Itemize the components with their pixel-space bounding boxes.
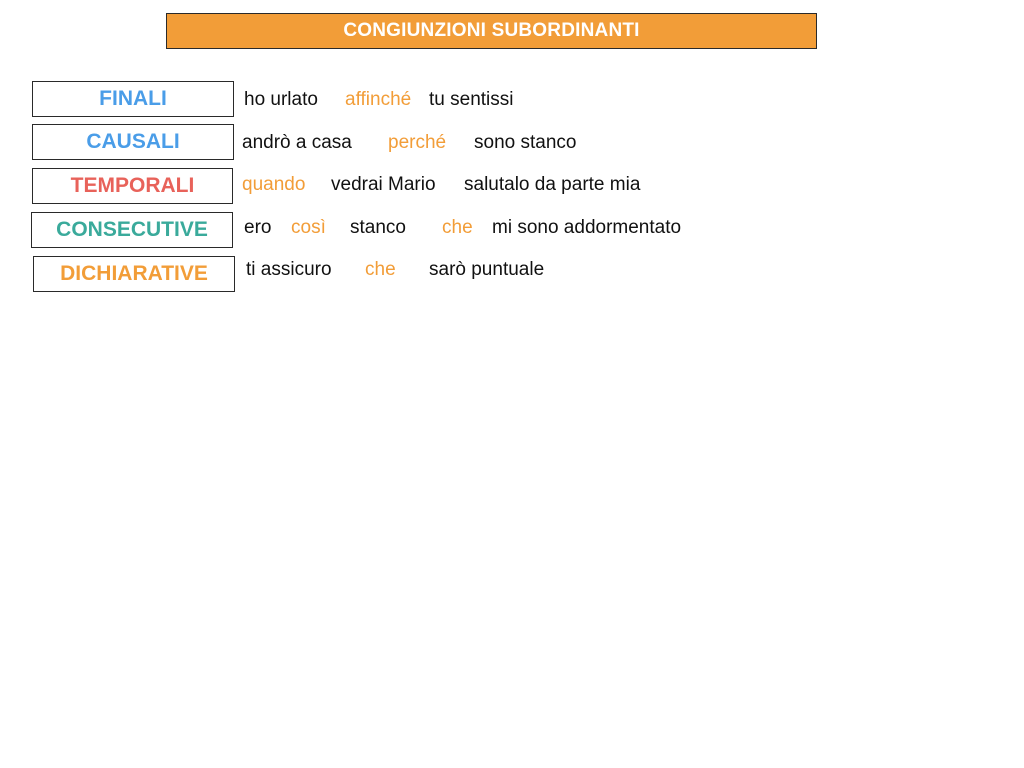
sentence-word: vedrai Mario bbox=[331, 174, 436, 195]
conjunction-word: perché bbox=[388, 132, 447, 153]
sentence-word: stanco bbox=[350, 217, 406, 238]
conjunction-word: quando bbox=[242, 174, 306, 195]
label-finali bbox=[32, 81, 234, 117]
sentence-word: andrò a casa bbox=[242, 132, 352, 153]
sentence-word: ho urlato bbox=[244, 89, 318, 110]
label-temporali-text: TEMPORALI bbox=[70, 174, 195, 197]
conjunction-word: affinché bbox=[345, 89, 412, 110]
label-causali bbox=[32, 124, 234, 160]
sentence-word: sarò puntuale bbox=[429, 259, 545, 280]
title-text: CONGIUNZIONI SUBORDINANTI bbox=[343, 20, 640, 41]
sentence-word: mi sono addormentato bbox=[492, 217, 682, 238]
label-consecutive bbox=[31, 212, 233, 248]
title-bar bbox=[166, 13, 817, 49]
label-finali-text: FINALI bbox=[99, 87, 167, 110]
sentence-word: tu sentissi bbox=[429, 89, 514, 110]
sentence-word: ero bbox=[244, 217, 272, 238]
label-temporali bbox=[32, 168, 233, 204]
label-dichiarative bbox=[33, 256, 235, 292]
conjunction-word: che bbox=[365, 259, 396, 280]
label-consecutive-text: CONSECUTIVE bbox=[56, 218, 208, 241]
label-dichiarative-text: DICHIARATIVE bbox=[60, 262, 208, 285]
conjunction-word: così bbox=[291, 217, 326, 238]
label-causali-text: CAUSALI bbox=[86, 130, 180, 153]
conjunction-word: che bbox=[442, 217, 473, 238]
sentence-word: salutalo da parte mia bbox=[464, 174, 641, 195]
sentence-word: sono stanco bbox=[474, 132, 577, 153]
sentence-word: ti assicuro bbox=[246, 259, 332, 280]
